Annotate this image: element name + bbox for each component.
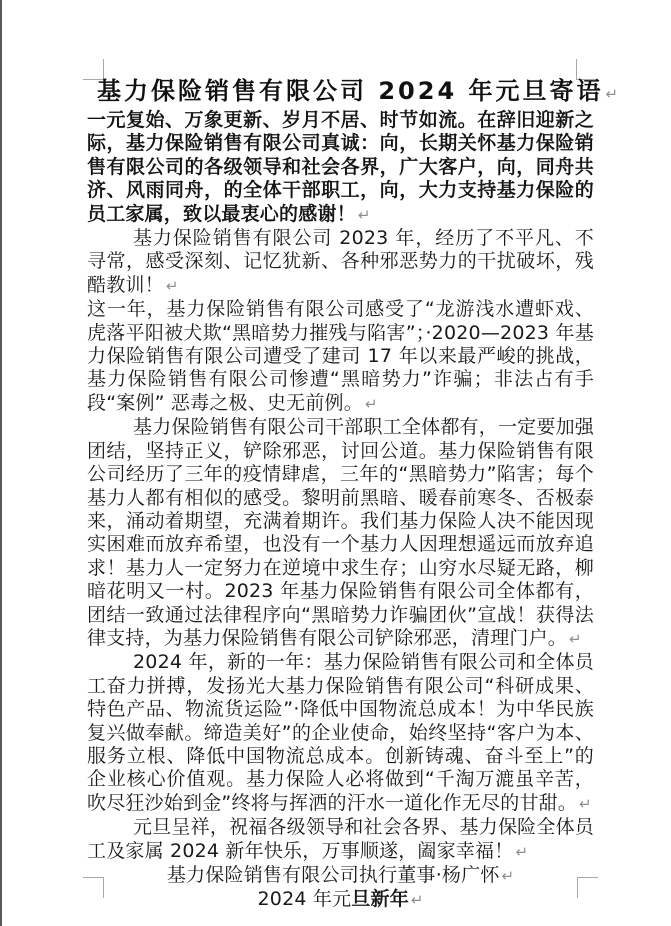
paragraph-greeting-text: 一元复始、万象更新、岁月不居、时节如流。在辞旧迎新之际，基力保险销售有限公司真诚：向，长期关怀基力保险销售有限公司的各级领导和社会各界，广大客户，向，同舟共济、风雨同舟，的全体干部职工，向，大力支持基力保险的员工家属，致以最衷心的感谢！ [87,109,594,225]
paragraph-2024-outlook-text: 2024 年，新的一年：基力保险销售有限公司和全体员工奋力拼搏，发扬光大基力保险销售有限公司“科研成果、特色产品、物流货运险”·降低中国物流总成本！为中华民族复兴做奉献。缔造美好”的企业使命，始终坚持“客户为本、服务立根、降低中国物流总成本。创新铸魂、奋斗至上”的企业核心价值观。基力保险人必将做到“千淘万漉虽辛苦，吹尽狂沙始到金”终将与挥洒的汗水一道化作无尽的甘甜。 [87,651,594,814]
paragraph-2023-review-text: 基力保险销售有限公司 2023 年，经历了不平凡、不寻常，感受深刻、记忆犹新、各种邪恶势力的干扰破坏，残酷教训！ [87,227,594,296]
paragraph-mark-icon: ↵ [579,794,592,813]
paragraph-mark-icon: ↵ [501,867,515,885]
document-title-text: 基力保险销售有限公司 2024 年元旦寄语 [97,77,604,105]
paragraph-unity[interactable] [87,416,594,651]
paragraph-blessing[interactable] [87,816,594,864]
paragraph-this-year[interactable] [87,298,594,416]
date-line-regular-text: 2024 年元 [257,888,352,911]
date-line-bold-text: 旦新年 [351,888,409,911]
paragraph-greeting[interactable] [87,109,594,227]
signature-line[interactable] [87,864,594,888]
date-line[interactable] [87,888,594,912]
page-edge-line [0,0,2,926]
paragraph-blessing-text: 元旦呈祥，祝福各级领导和社会各界、基力保险全体员工及家属 2024 新年快乐，万事顺遂，阖家幸福！ [87,816,594,862]
paragraph-unity-text: 基力保险销售有限公司干部职工全体都有，一定要加强团结，坚持正义，铲除邪恶，讨回公道。基力保险销售有限公司经历了三年的疫情肆虐，三年的“黑暗势力”陷害；每个基力人都有相似的感受。黎明前黑暗、暖春前寒冬、否极泰来，涌动着期望，充满着期许。我们基力保险人决不能因现实困难而放弃希望，也没有一个基力人因理想遥远而放弃追求！基力人一定努力在逆境中求生存；山穷水尽疑无路，柳暗花明又一村。2023 年基力保险销售有限公司全体都有，团结一致通过法律程序向“黑暗势力诈骗团伙”宣战！获得法律支持，为基力保险销售有限公司铲除邪恶，清理门户。 [87,416,594,649]
paragraph-mark-icon: ↵ [165,276,179,295]
paragraph-mark-icon: ↵ [364,394,378,413]
paragraph-mark-icon: ↵ [569,629,582,648]
paragraph-mark-icon: ↵ [357,205,371,224]
paragraph-2024-outlook[interactable] [87,651,594,816]
document-body[interactable] [87,76,619,913]
paragraph-mark-icon: ↵ [410,891,424,910]
paragraph-this-year-text: 这一年，基力保险销售有限公司感受了“龙游浅水遭虾戏、虎落平阳被犬欺“黑暗势力摧残与陷害”；·2020—2023 年基力保险销售有限公司遭受了建司 17 年以来最严峻的挑战，基力保险销售有限公司惨遭“黑暗势力”诈骗；非法占有手段“案例” 恶毒之极、史无前例。 [87,298,594,414]
document-title[interactable] [87,76,619,109]
paragraph-2023-review[interactable] [87,227,594,298]
paragraph-mark-icon: ↵ [605,85,619,103]
signature-text: 基力保险销售有限公司执行董事·杨广怀 [166,864,500,886]
paragraph-mark-icon: ↵ [515,842,529,861]
